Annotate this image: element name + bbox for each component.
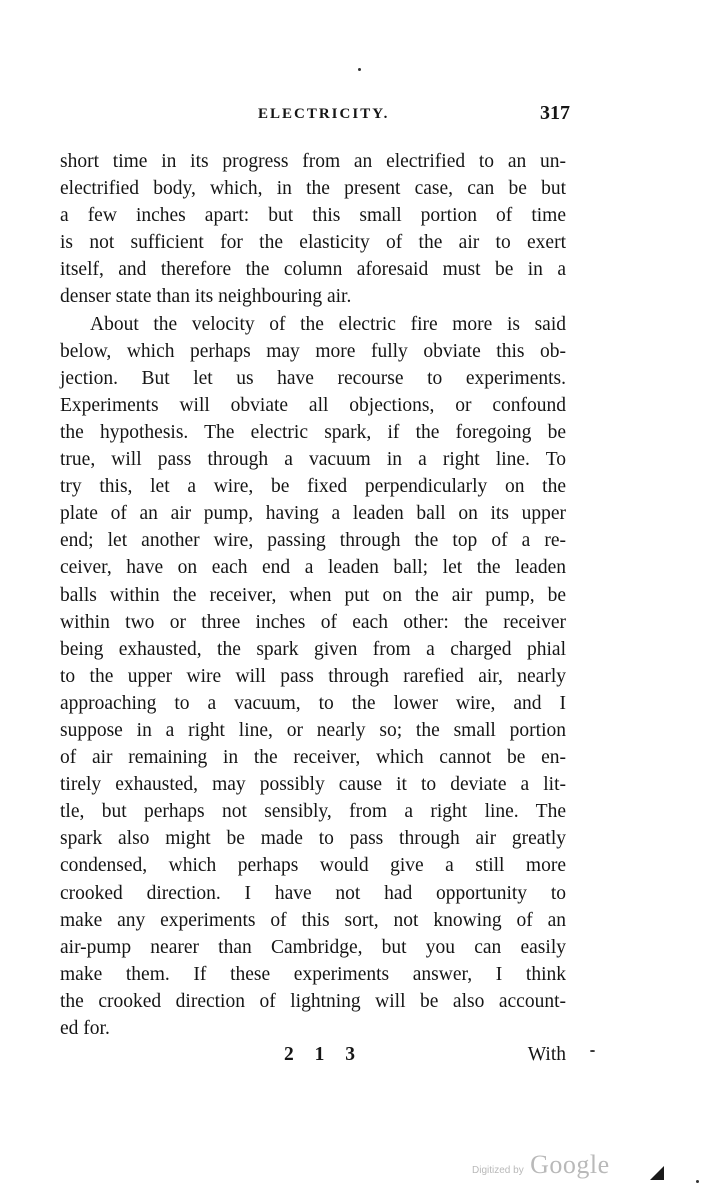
text-line: ceiver, have on each end a leaden ball; let the leaden [60,557,566,579]
page-header [60,102,570,134]
text-line: end; let another wire, passing through the top of a re- [60,530,566,552]
watermark-brand: Google [530,1150,610,1179]
ink-speck [590,1050,595,1052]
text-line: suppose in a right line, or nearly so; the small portion [60,719,566,741]
text-line: below, which perhaps may more fully obviate this ob- [60,340,566,362]
text-line: make them. If these experiments answer, I think [60,963,566,985]
digitized-watermark [472,1150,610,1180]
text-line: ed for. [60,1018,110,1039]
text-line: the crooked direction of lightning will be also account- [60,990,566,1012]
text-line: About the velocity of the electric fire more is said [90,313,566,335]
catchword: With [527,1044,566,1065]
text-line: air-pump nearer than Cambridge, but you can easily [60,936,566,958]
page-footer [60,1044,566,1072]
text-line: tirely exhausted, may possibly cause it to deviate a lit- [60,774,566,796]
text-line: condensed, which perhaps would give a still more [60,855,566,877]
text-line: within two or three inches of each other: the receiver [60,611,566,633]
signature-mark: 2 1 3 [284,1044,363,1065]
page-number: 317 [540,102,570,124]
text-line: being exhausted, the spark given from a charged phial [60,638,566,660]
text-line: plate of an air pump, having a leaden ball on its upper [60,503,566,525]
ink-speck [696,1180,699,1183]
scan-corner-mark-icon [650,1166,664,1180]
text-line: jection. But let us have recourse to experiments. [60,367,566,389]
text-line: the hypothesis. The electric spark, if the foregoing be [60,421,566,443]
text-line: tle, but perhaps not sensibly, from a right line. The [60,801,566,823]
text-line: make any experiments of this sort, not knowing of an [60,909,566,931]
text-line: electrified body, which, in the present case, can be but [60,178,566,200]
text-line: is not sufficient for the elasticity of the air to exert [60,232,566,254]
text-line: short time in its progress from an electrified to an un- [60,151,566,172]
text-line: try this, let a wire, be fixed perpendicularly on the [60,476,566,498]
body-text [60,148,566,1042]
text-line: crooked direction. I have not had opportunity to [60,882,566,904]
running-title: ELECTRICITY. [258,106,390,122]
text-line: a few inches apart: but this small portion of time [60,205,566,227]
text-line: denser state than its neighbouring air. [60,286,352,308]
text-line: spark also might be made to pass through air greatly [60,828,566,850]
text-line: Experiments will obviate all objections, or confound [60,394,566,416]
text-line: true, will pass through a vacuum in a right line. To [60,449,566,471]
ink-speck [358,68,361,71]
text-line: to the upper wire will pass through rarefied air, nearly [60,665,566,687]
text-line: balls within the receiver, when put on the air pump, be [60,584,566,606]
text-line: itself, and therefore the column aforesaid must be in a [60,259,566,281]
text-line: approaching to a vacuum, to the lower wire, and I [60,692,566,714]
watermark-prefix: Digitized by [472,1165,524,1176]
text-line: of air remaining in the receiver, which cannot be en- [60,747,566,769]
